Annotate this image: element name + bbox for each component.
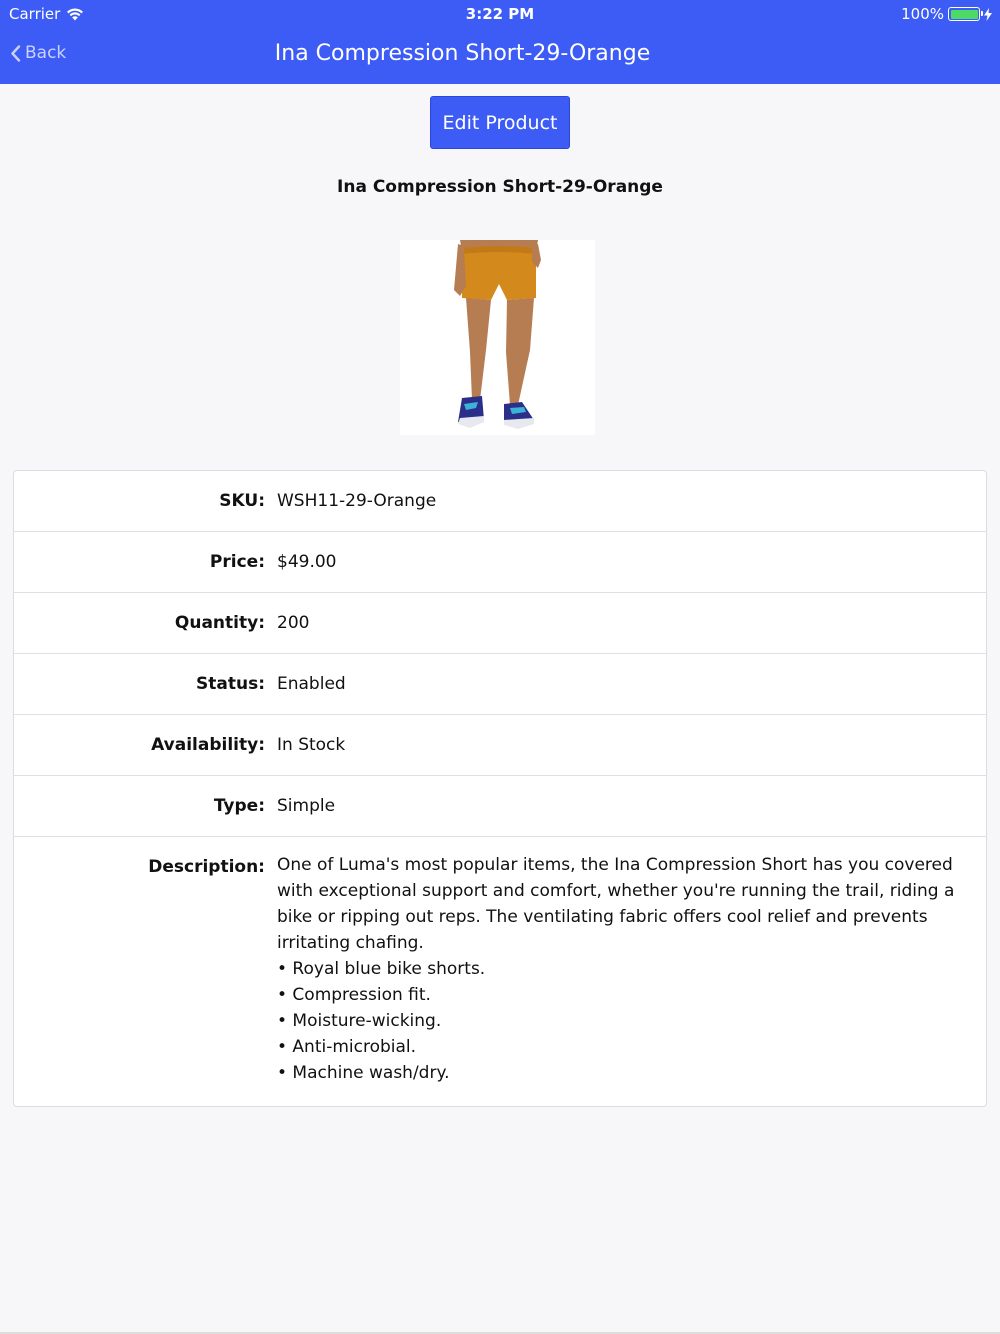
back-button[interactable] <box>10 43 66 63</box>
type-label: Type: <box>213 796 265 816</box>
carrier-label: Carrier <box>9 5 61 23</box>
price-label: Price: <box>209 552 265 572</box>
battery-tip <box>981 11 983 16</box>
price-value: $49.00 <box>277 552 337 572</box>
product-details-table <box>13 470 987 1107</box>
product-image <box>400 240 595 435</box>
description-text: One of Luma's most popular items, the Ina Compression Short has you covered with exceptional support and comfort, whether you're running the trail, riding a bike or ripping out reps. The ventilating fabric offers cool relief and prevents irritating chafing. <box>277 855 955 953</box>
battery-fill <box>951 10 978 19</box>
quantity-label: Quantity: <box>174 613 265 633</box>
description-bullet: • Compression fit. <box>277 985 431 1005</box>
description-bullet: • Royal blue bike shorts. <box>277 959 486 979</box>
product-photo <box>400 240 595 435</box>
description-label: Description: <box>148 857 265 877</box>
sku-label: SKU: <box>219 491 265 511</box>
detail-row-price <box>14 532 986 593</box>
status-value: Enabled <box>277 674 346 694</box>
detail-row-status <box>14 654 986 715</box>
battery-icon <box>948 7 980 21</box>
edit-product-button[interactable]: Edit Product <box>430 96 570 149</box>
sku-value: WSH11-29-Orange <box>277 491 437 511</box>
detail-row-type <box>14 776 986 837</box>
status-time: 3:22 PM <box>465 5 535 23</box>
description-bullet: • Moisture-wicking. <box>277 1011 442 1031</box>
back-label: Back <box>25 43 67 63</box>
battery-percent: 100% <box>901 5 944 23</box>
top-bar <box>0 0 1000 84</box>
status-label: Status: <box>196 674 265 694</box>
detail-row-sku <box>14 471 986 532</box>
detail-row-quantity <box>14 593 986 654</box>
availability-value: In Stock <box>277 735 346 755</box>
description-bullets <box>277 956 966 1086</box>
battery-indicator <box>901 5 992 23</box>
navigation-bar <box>0 28 1000 84</box>
status-bar <box>0 0 1000 28</box>
type-value: Simple <box>277 796 336 816</box>
detail-row-availability <box>14 715 986 776</box>
description-bullet: • Anti-microbial. <box>277 1037 417 1057</box>
availability-label: Availability: <box>151 735 265 755</box>
charging-bolt-icon <box>984 8 992 21</box>
product-heading: Ina Compression Short-29-Orange <box>337 177 663 197</box>
description-value <box>277 852 986 1086</box>
detail-row-description <box>14 837 986 1106</box>
description-bullet: • Machine wash/dry. <box>277 1063 450 1083</box>
chevron-left-icon <box>10 45 21 62</box>
page-title: Ina Compression Short-29-Orange <box>274 41 651 66</box>
quantity-value: 200 <box>277 613 310 633</box>
